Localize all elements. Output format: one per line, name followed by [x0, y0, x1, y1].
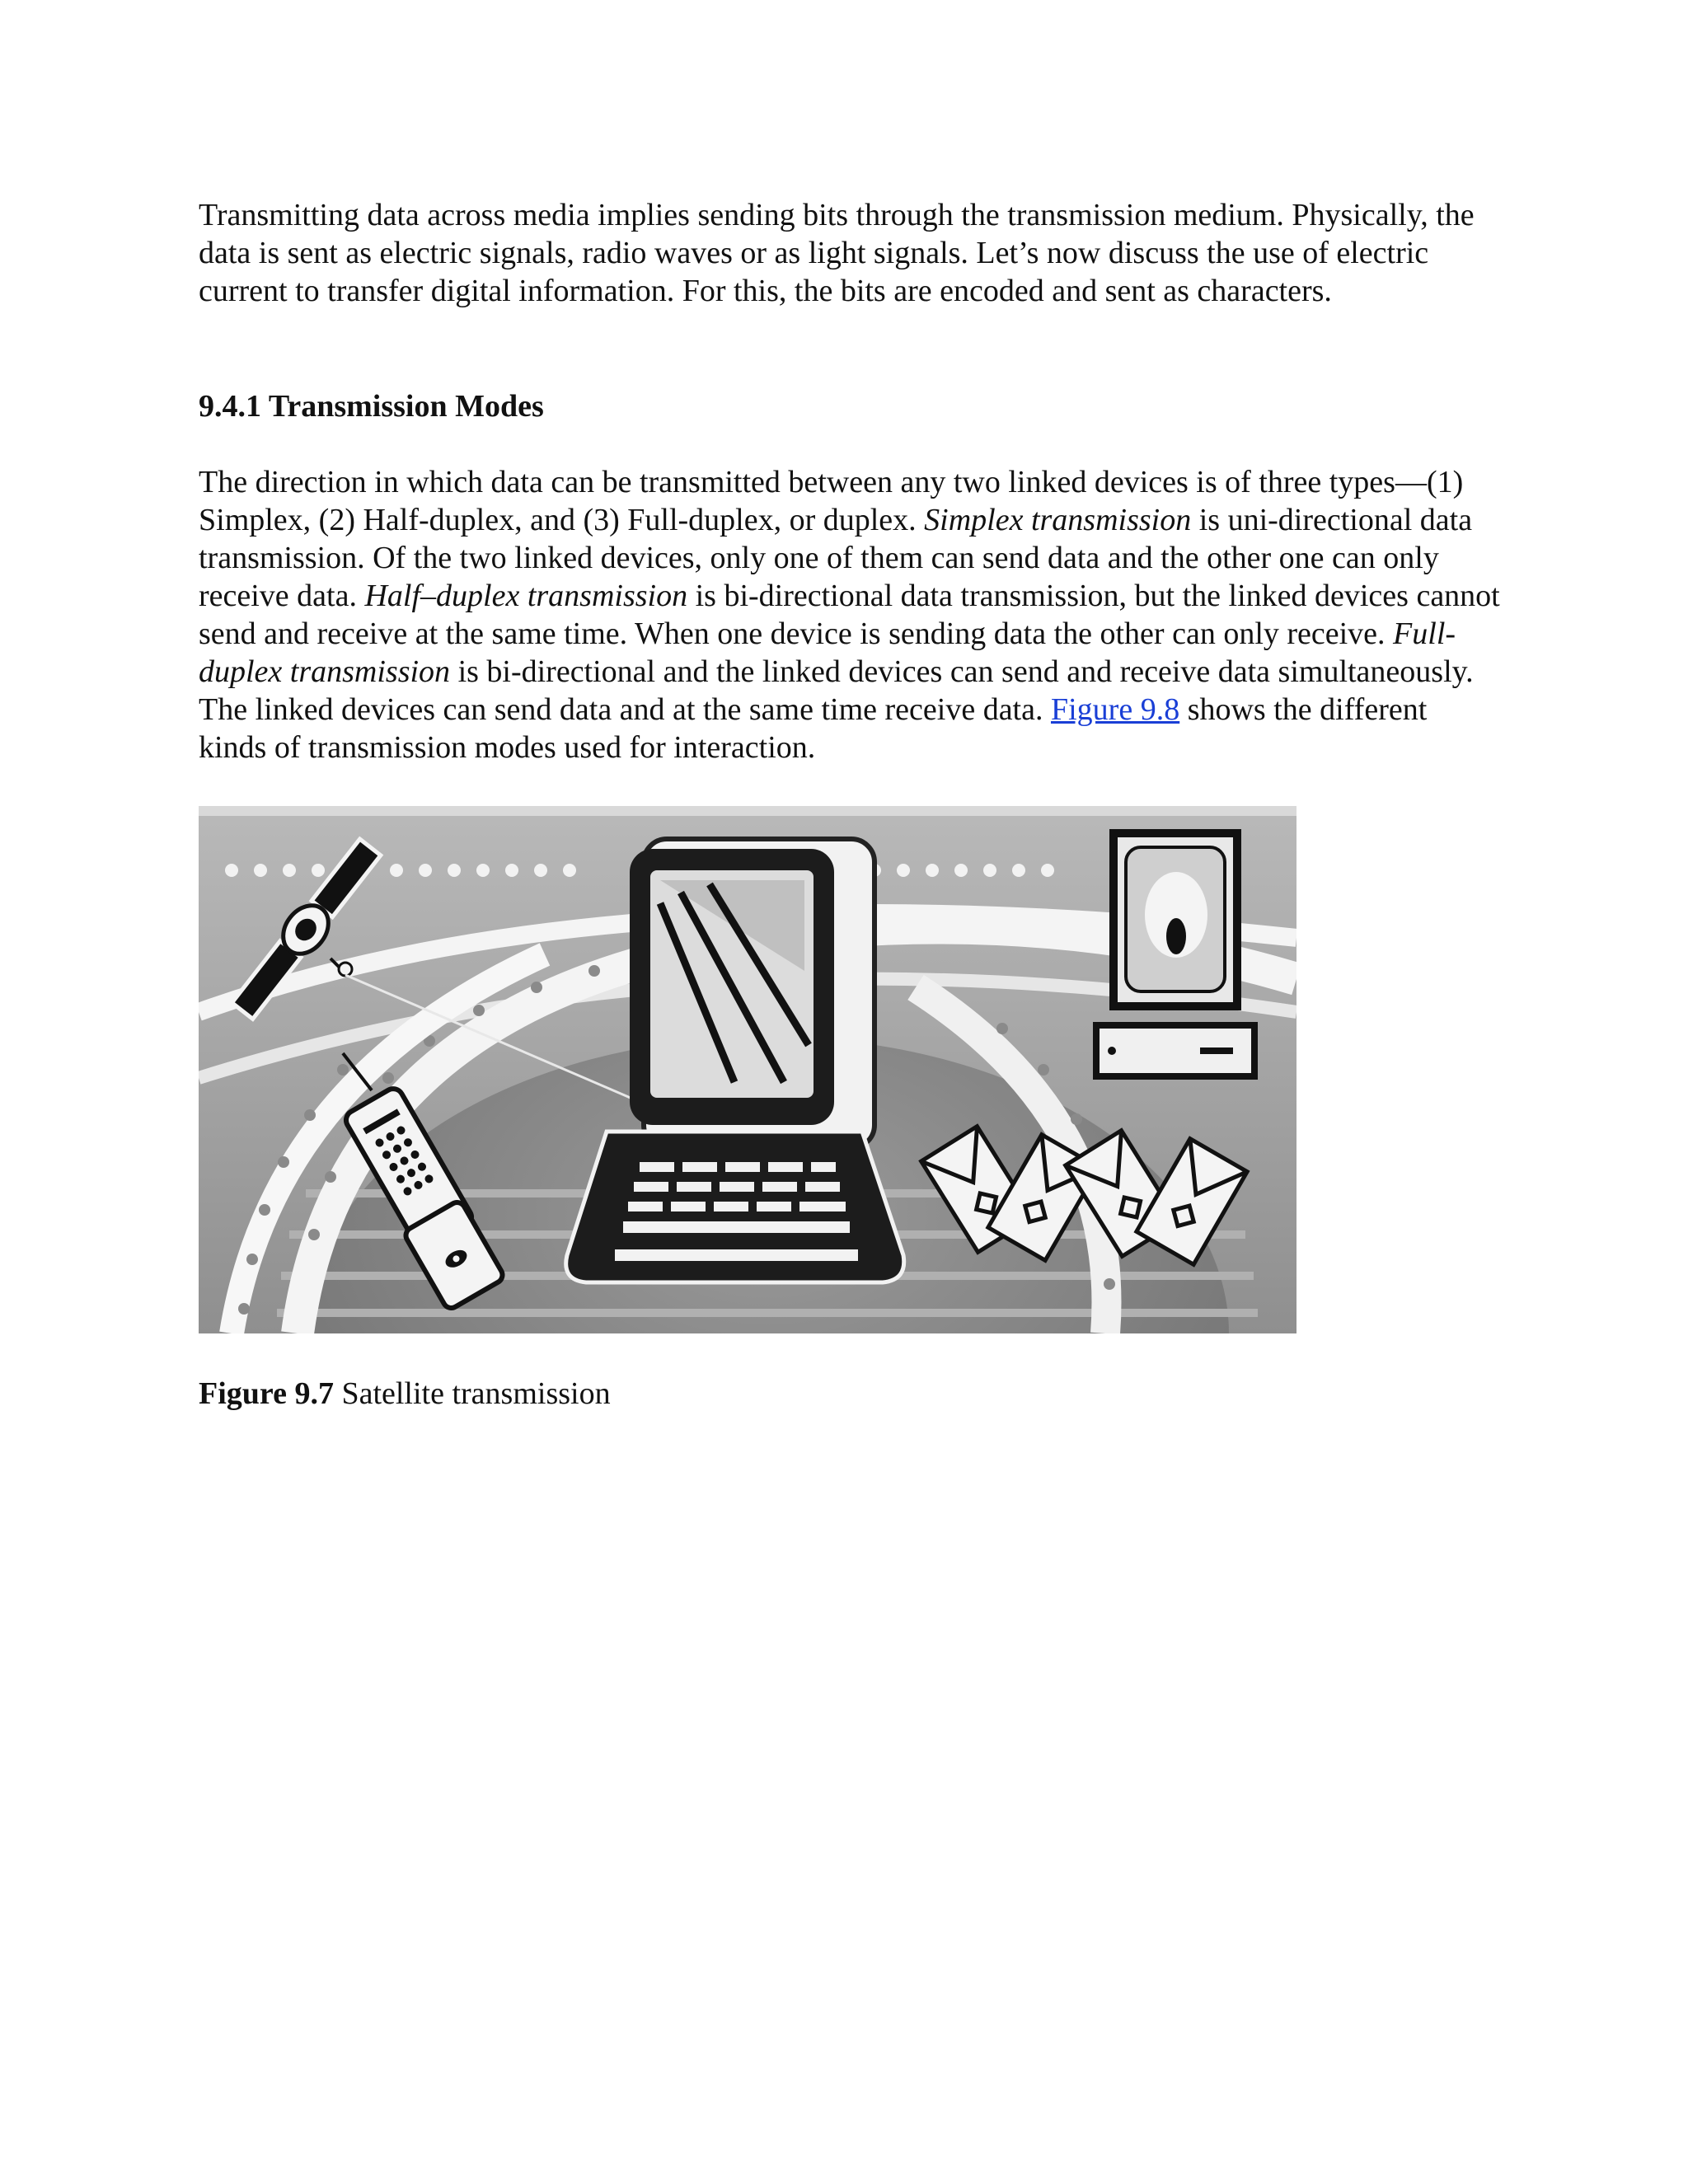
paragraph-text: is bi-directional and the linked devices can send and receive data simultaneously. The linked devices can send data and at the same time receive data.: [199, 654, 1474, 727]
simplex-term: Simplex transmission: [924, 503, 1192, 537]
paragraph-text: is uni-directional data transmission. Of the two linked devices, only one of them can send data and the other one can only receive data.: [199, 503, 1473, 613]
intro-paragraph: Transmitting data across media implies sending bits through the transmission medium. Physically, the data is sent as electric signals, radio waves or as light signals. Let’s now discuss the use of electric current to transfer digital information. For this, the bits are encoded and sent as characters.: [199, 198, 1475, 308]
figure-caption-label: Figure 9.7: [199, 1376, 334, 1411]
half-duplex-term: Half–duplex transmission: [364, 579, 688, 613]
section-heading: 9.4.1 Transmission Modes: [199, 389, 544, 424]
desktop-computer-icon: [1093, 829, 1258, 1080]
paragraph-text: is bi-directional data transmission, but the linked devices cannot send and receive at the same time. When one device is sending data the other can only receive.: [199, 579, 1500, 651]
figure-caption-text: Satellite transmission: [333, 1376, 611, 1411]
paragraph-text: shows the different kinds of transmission modes used for interaction.: [199, 692, 1428, 765]
paragraph-text: The direction in which data can be transmitted between any two linked devices is of three types—(1) Simplex, (2) Half-duplex, and (3) Full-duplex, or duplex.: [199, 465, 1464, 537]
figure-9-8-link[interactable]: Figure 9.8: [1050, 692, 1180, 727]
full-duplex-term: Full-duplex transmission: [199, 616, 1456, 689]
transmission-modes-paragraph: [199, 463, 1501, 766]
figure-caption: [199, 1375, 611, 1413]
satellite-transmission-figure: [199, 806, 1296, 1333]
